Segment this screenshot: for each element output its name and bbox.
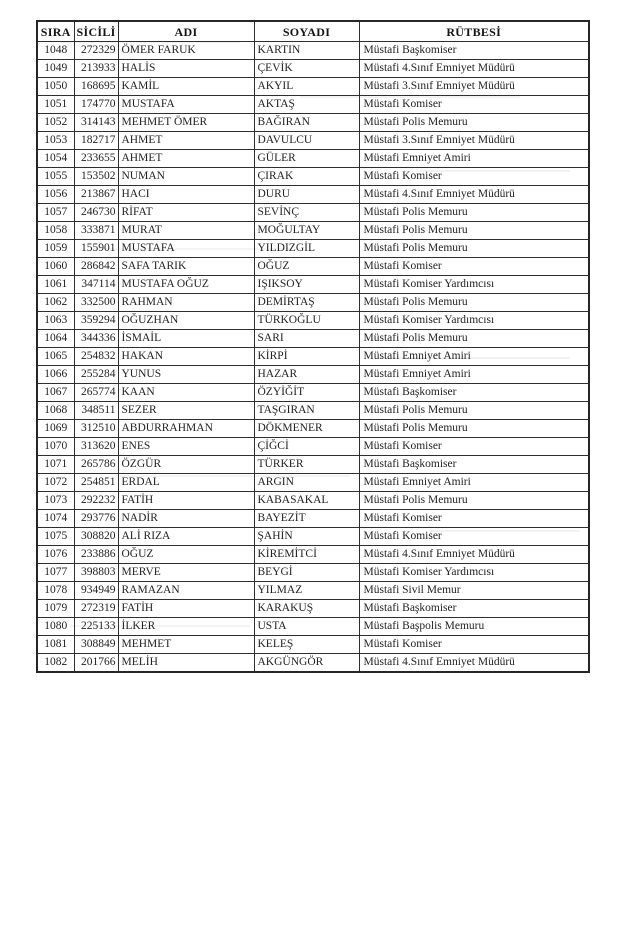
cell-soyadi: IŞIKSOY [254, 276, 359, 294]
cell-rutbesi: Müstafi Komiser [359, 438, 589, 456]
cell-rutbesi: Müstafi Polis Memuru [359, 492, 589, 510]
table-row [37, 168, 589, 186]
cell-sicili: 246730 [74, 204, 118, 222]
table-row [37, 312, 589, 330]
table-row [37, 348, 589, 366]
cell-sira: 1081 [37, 636, 74, 654]
cell-sira: 1069 [37, 420, 74, 438]
cell-adi: NADİR [118, 510, 254, 528]
cell-adi: RİFAT [118, 204, 254, 222]
cell-rutbesi: Müstafi Komiser Yardımcısı [359, 276, 589, 294]
cell-adi: HALİS [118, 60, 254, 78]
cell-rutbesi: Müstafi 4.Sınıf Emniyet Müdürü [359, 546, 589, 564]
cell-adi: FATİH [118, 600, 254, 618]
cell-soyadi: GÜLER [254, 150, 359, 168]
cell-rutbesi: Müstafi Komiser [359, 636, 589, 654]
cell-sira: 1061 [37, 276, 74, 294]
table-row [37, 366, 589, 384]
cell-adi: ABDURRAHMAN [118, 420, 254, 438]
cell-sicili: 254851 [74, 474, 118, 492]
cell-soyadi: TAŞGIRAN [254, 402, 359, 420]
cell-sira: 1049 [37, 60, 74, 78]
cell-rutbesi: Müstafi Polis Memuru [359, 240, 589, 258]
cell-adi: KAMİL [118, 78, 254, 96]
cell-sira: 1065 [37, 348, 74, 366]
cell-adi: ERDAL [118, 474, 254, 492]
cell-sicili: 182717 [74, 132, 118, 150]
cell-sicili: 332500 [74, 294, 118, 312]
cell-sicili: 201766 [74, 654, 118, 673]
cell-sira: 1052 [37, 114, 74, 132]
cell-rutbesi: Müstafi 4.Sınıf Emniyet Müdürü [359, 60, 589, 78]
table-row [37, 294, 589, 312]
table-row [37, 330, 589, 348]
cell-sicili: 254832 [74, 348, 118, 366]
cell-soyadi: ŞAHİN [254, 528, 359, 546]
table-row [37, 474, 589, 492]
cell-rutbesi: Müstafi 4.Sınıf Emniyet Müdürü [359, 186, 589, 204]
cell-soyadi: OĞUZ [254, 258, 359, 276]
table-row [37, 420, 589, 438]
cell-sicili: 293776 [74, 510, 118, 528]
cell-sicili: 265774 [74, 384, 118, 402]
cell-soyadi: DURU [254, 186, 359, 204]
table-row [37, 564, 589, 582]
cell-adi: MELİH [118, 654, 254, 673]
cell-sira: 1050 [37, 78, 74, 96]
cell-rutbesi: Müstafi Emniyet Amiri [359, 366, 589, 384]
cell-soyadi: DEMİRTAŞ [254, 294, 359, 312]
cell-sicili: 359294 [74, 312, 118, 330]
cell-sira: 1051 [37, 96, 74, 114]
cell-sira: 1078 [37, 582, 74, 600]
cell-rutbesi: Müstafi 4.Sınıf Emniyet Müdürü [359, 654, 589, 673]
cell-adi: YUNUS [118, 366, 254, 384]
cell-rutbesi: Müstafi Polis Memuru [359, 330, 589, 348]
table-row [37, 96, 589, 114]
table-body [37, 42, 589, 673]
table-row [37, 132, 589, 150]
cell-soyadi: BAYEZİT [254, 510, 359, 528]
cell-sira: 1073 [37, 492, 74, 510]
cell-soyadi: DAVULCU [254, 132, 359, 150]
cell-sicili: 344336 [74, 330, 118, 348]
table-row [37, 600, 589, 618]
cell-rutbesi: Müstafi Emniyet Amiri [359, 150, 589, 168]
table-row [37, 186, 589, 204]
table-row [37, 438, 589, 456]
cell-rutbesi: Müstafi Komiser Yardımcısı [359, 564, 589, 582]
cell-soyadi: MOĞULTAY [254, 222, 359, 240]
cell-sira: 1079 [37, 600, 74, 618]
cell-sicili: 213933 [74, 60, 118, 78]
cell-sira: 1056 [37, 186, 74, 204]
cell-soyadi: ÇIRAK [254, 168, 359, 186]
table-row [37, 384, 589, 402]
table-row [37, 204, 589, 222]
cell-sira: 1077 [37, 564, 74, 582]
cell-soyadi: BAĞIRAN [254, 114, 359, 132]
cell-rutbesi: Müstafi Polis Memuru [359, 204, 589, 222]
cell-soyadi: KİRPİ [254, 348, 359, 366]
cell-rutbesi: Müstafi Emniyet Amiri [359, 474, 589, 492]
cell-sira: 1080 [37, 618, 74, 636]
cell-sicili: 308849 [74, 636, 118, 654]
cell-sicili: 398803 [74, 564, 118, 582]
cell-sicili: 272329 [74, 42, 118, 60]
column-header-sicili: SİCİLİ [74, 21, 118, 42]
cell-sicili: 233655 [74, 150, 118, 168]
cell-sicili: 225133 [74, 618, 118, 636]
cell-rutbesi: Müstafi Komiser Yardımcısı [359, 312, 589, 330]
cell-adi: RAMAZAN [118, 582, 254, 600]
table-row [37, 510, 589, 528]
cell-soyadi: USTA [254, 618, 359, 636]
cell-sira: 1067 [37, 384, 74, 402]
cell-adi: OĞUZ [118, 546, 254, 564]
cell-rutbesi: Müstafi Başkomiser [359, 456, 589, 474]
cell-soyadi: KARAKUŞ [254, 600, 359, 618]
cell-sicili: 255284 [74, 366, 118, 384]
cell-adi: FATİH [118, 492, 254, 510]
cell-rutbesi: Müstafi Sivil Memur [359, 582, 589, 600]
cell-sicili: 934949 [74, 582, 118, 600]
header-row [37, 21, 589, 42]
cell-sira: 1057 [37, 204, 74, 222]
cell-sira: 1071 [37, 456, 74, 474]
cell-sira: 1058 [37, 222, 74, 240]
cell-sicili: 153502 [74, 168, 118, 186]
cell-sicili: 347114 [74, 276, 118, 294]
cell-sira: 1054 [37, 150, 74, 168]
cell-rutbesi: Müstafi Komiser [359, 528, 589, 546]
cell-sicili: 312510 [74, 420, 118, 438]
cell-rutbesi: Müstafi 3.Sınıf Emniyet Müdürü [359, 78, 589, 96]
cell-rutbesi: Müstafi Polis Memuru [359, 294, 589, 312]
cell-soyadi: AKTAŞ [254, 96, 359, 114]
cell-sira: 1059 [37, 240, 74, 258]
cell-soyadi: SARI [254, 330, 359, 348]
table-row [37, 528, 589, 546]
table-row [37, 276, 589, 294]
cell-rutbesi: Müstafi Emniyet Amiri [359, 348, 589, 366]
cell-sicili: 314143 [74, 114, 118, 132]
column-header-soyadi: SOYADI [254, 21, 359, 42]
table-row [37, 78, 589, 96]
cell-sicili: 292232 [74, 492, 118, 510]
cell-sicili: 308820 [74, 528, 118, 546]
cell-sira: 1072 [37, 474, 74, 492]
cell-adi: MEHMET ÖMER [118, 114, 254, 132]
cell-sira: 1063 [37, 312, 74, 330]
table-row [37, 60, 589, 78]
cell-adi: SAFA TARIK [118, 258, 254, 276]
column-header-adi: ADI [118, 21, 254, 42]
cell-soyadi: SEVİNÇ [254, 204, 359, 222]
column-header-sira: SIRA [37, 21, 74, 42]
cell-rutbesi: Müstafi Başkomiser [359, 600, 589, 618]
table-header [37, 21, 589, 42]
cell-sicili: 213867 [74, 186, 118, 204]
cell-rutbesi: Müstafi Başpolis Memuru [359, 618, 589, 636]
cell-adi: MURAT [118, 222, 254, 240]
cell-sira: 1053 [37, 132, 74, 150]
table-row [37, 402, 589, 420]
cell-soyadi: DÖKMENER [254, 420, 359, 438]
cell-soyadi: ÖZYİĞİT [254, 384, 359, 402]
cell-rutbesi: Müstafi Komiser [359, 510, 589, 528]
table-row [37, 654, 589, 673]
cell-rutbesi: Müstafi Başkomiser [359, 384, 589, 402]
cell-soyadi: AKYIL [254, 78, 359, 96]
table-row [37, 618, 589, 636]
cell-sira: 1070 [37, 438, 74, 456]
cell-soyadi: YILMAZ [254, 582, 359, 600]
cell-adi: MERVE [118, 564, 254, 582]
cell-rutbesi: Müstafi Polis Memuru [359, 420, 589, 438]
cell-adi: İSMAİL [118, 330, 254, 348]
table-row [37, 456, 589, 474]
cell-sira: 1076 [37, 546, 74, 564]
cell-soyadi: TÜRKOĞLU [254, 312, 359, 330]
table-row [37, 492, 589, 510]
table-row [37, 42, 589, 60]
cell-sira: 1075 [37, 528, 74, 546]
cell-adi: KAAN [118, 384, 254, 402]
cell-adi: ÖMER FARUK [118, 42, 254, 60]
table-row [37, 582, 589, 600]
cell-sira: 1068 [37, 402, 74, 420]
cell-rutbesi: Müstafi Komiser [359, 258, 589, 276]
cell-adi: AHMET [118, 150, 254, 168]
cell-rutbesi: Müstafi 3.Sınıf Emniyet Müdürü [359, 132, 589, 150]
cell-rutbesi: Müstafi Komiser [359, 168, 589, 186]
cell-sira: 1074 [37, 510, 74, 528]
cell-adi: HAKAN [118, 348, 254, 366]
cell-soyadi: AKGÜNGÖR [254, 654, 359, 673]
cell-soyadi: ÇEVİK [254, 60, 359, 78]
table-row [37, 546, 589, 564]
cell-rutbesi: Müstafi Polis Memuru [359, 114, 589, 132]
column-header-rutbesi: RÜTBESİ [359, 21, 589, 42]
table-row [37, 114, 589, 132]
cell-soyadi: TÜRKER [254, 456, 359, 474]
cell-sicili: 233886 [74, 546, 118, 564]
cell-sira: 1082 [37, 654, 74, 673]
cell-soyadi: YILDIZGİL [254, 240, 359, 258]
cell-sira: 1066 [37, 366, 74, 384]
cell-sicili: 174770 [74, 96, 118, 114]
cell-soyadi: BEYGİ [254, 564, 359, 582]
cell-sicili: 155901 [74, 240, 118, 258]
cell-adi: RAHMAN [118, 294, 254, 312]
cell-sira: 1062 [37, 294, 74, 312]
cell-sicili: 286842 [74, 258, 118, 276]
cell-adi: MUSTAFA [118, 96, 254, 114]
cell-sira: 1064 [37, 330, 74, 348]
cell-sicili: 313620 [74, 438, 118, 456]
cell-rutbesi: Müstafi Komiser [359, 96, 589, 114]
cell-soyadi: KARTIN [254, 42, 359, 60]
cell-adi: MUSTAFA OĞUZ [118, 276, 254, 294]
cell-adi: SEZER [118, 402, 254, 420]
cell-sicili: 265786 [74, 456, 118, 474]
cell-soyadi: KİREMİTCİ [254, 546, 359, 564]
table-row [37, 240, 589, 258]
cell-adi: MEHMET [118, 636, 254, 654]
personnel-table [36, 20, 590, 673]
cell-sicili: 333871 [74, 222, 118, 240]
cell-soyadi: HAZAR [254, 366, 359, 384]
cell-adi: OĞUZHAN [118, 312, 254, 330]
table-row [37, 258, 589, 276]
cell-sira: 1055 [37, 168, 74, 186]
cell-adi: MUSTAFA [118, 240, 254, 258]
table-row [37, 636, 589, 654]
cell-sicili: 272319 [74, 600, 118, 618]
cell-adi: HACI [118, 186, 254, 204]
cell-adi: ENES [118, 438, 254, 456]
cell-rutbesi: Müstafi Polis Memuru [359, 402, 589, 420]
cell-soyadi: KELEŞ [254, 636, 359, 654]
cell-soyadi: KABASAKAL [254, 492, 359, 510]
cell-soyadi: ARGIN [254, 474, 359, 492]
cell-sicili: 348511 [74, 402, 118, 420]
cell-rutbesi: Müstafi Başkomiser [359, 42, 589, 60]
cell-adi: AHMET [118, 132, 254, 150]
cell-adi: NUMAN [118, 168, 254, 186]
cell-adi: ÖZGÜR [118, 456, 254, 474]
table-row [37, 222, 589, 240]
cell-sira: 1048 [37, 42, 74, 60]
cell-sicili: 168695 [74, 78, 118, 96]
cell-soyadi: ÇİĞCİ [254, 438, 359, 456]
cell-sira: 1060 [37, 258, 74, 276]
cell-adi: ALİ RIZA [118, 528, 254, 546]
table-row [37, 150, 589, 168]
cell-adi: İLKER [118, 618, 254, 636]
cell-rutbesi: Müstafi Polis Memuru [359, 222, 589, 240]
